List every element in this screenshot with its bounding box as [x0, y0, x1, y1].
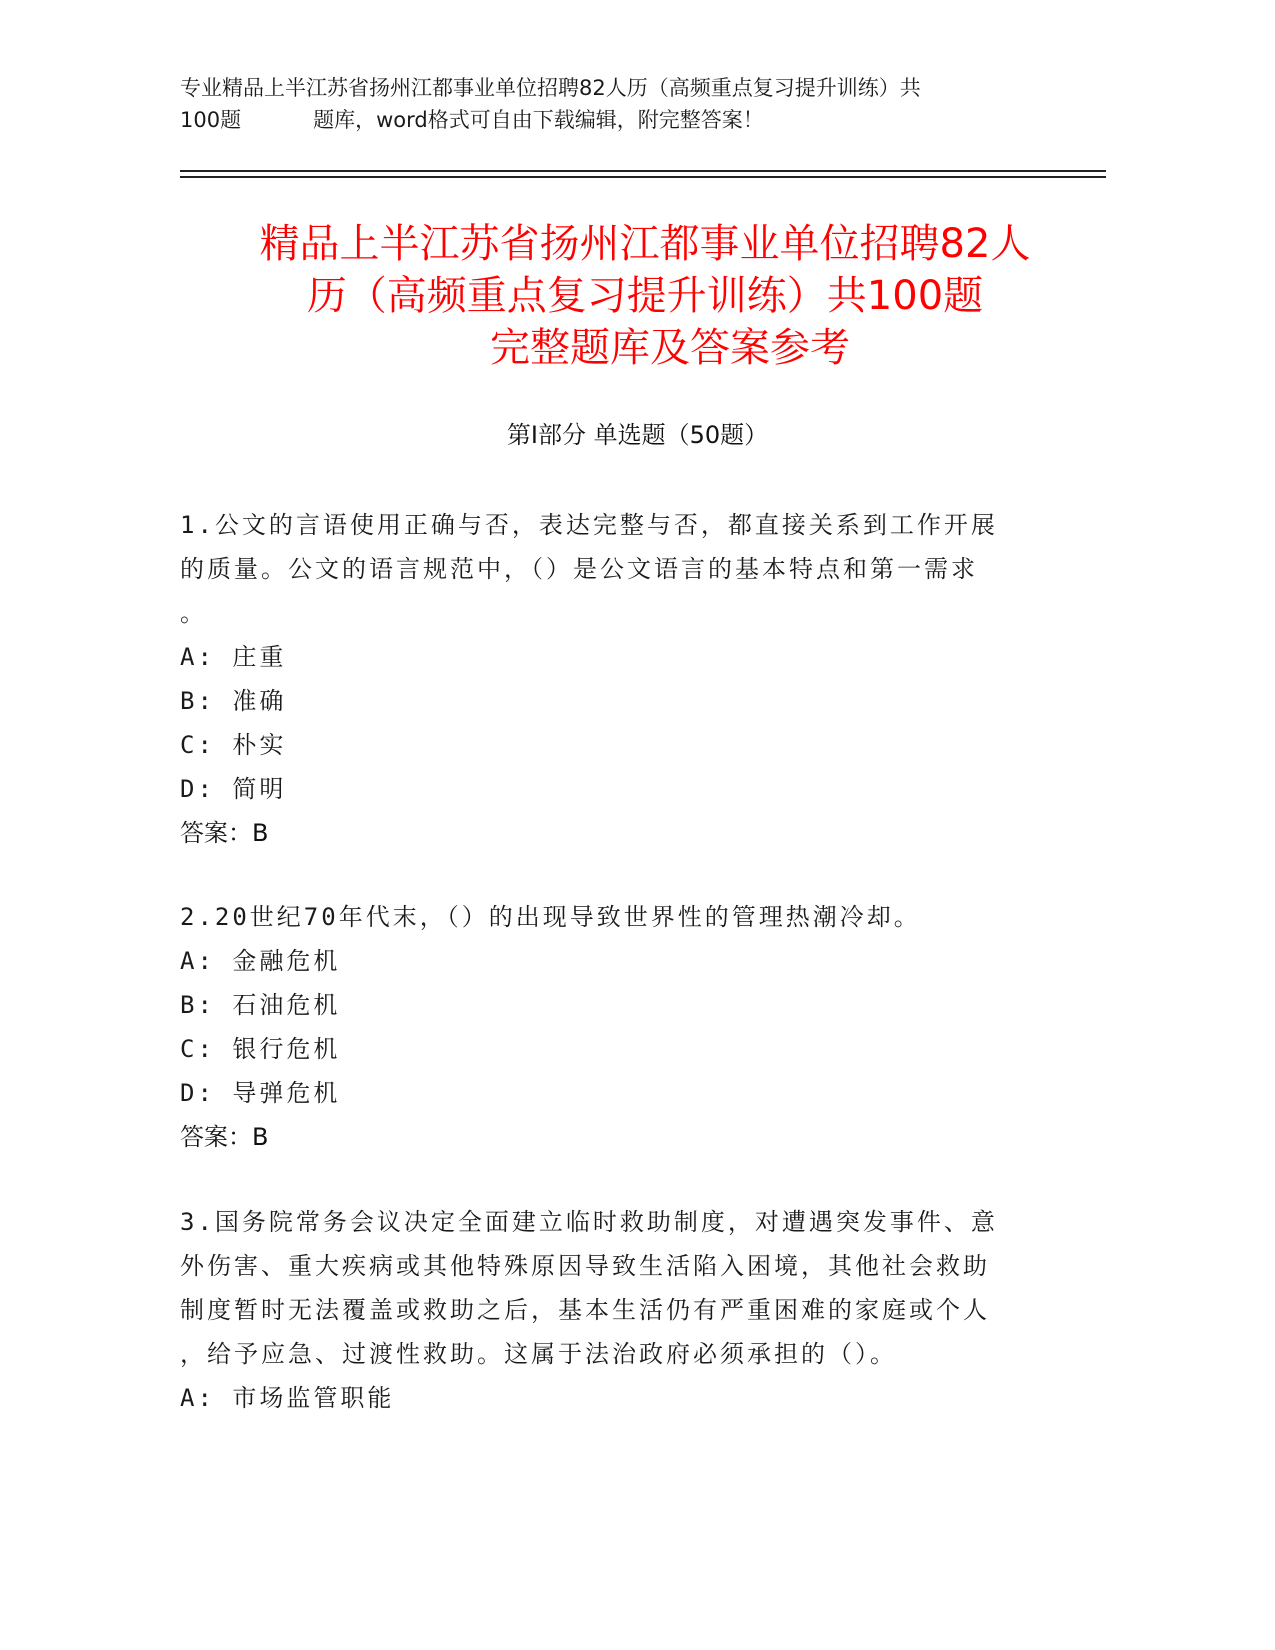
header-line-2-right: 题库，word格式可自由下载编辑，附完整答案！: [313, 108, 764, 132]
question-stem-line: 的质量。公文的语言规范中，（）是公文语言的基本特点和第一需求: [180, 555, 978, 583]
header-divider-top: [180, 170, 1106, 172]
question-stem-line: ，给予应急、过渡性救助。这属于法治政府必须承担的（）。: [180, 1340, 897, 1368]
question-1: [180, 503, 1040, 855]
section-heading: 第Ⅰ部分 单选题（50题）: [506, 421, 769, 449]
option-d: D: 简明: [180, 775, 287, 803]
question-3: [180, 1200, 1040, 1420]
option-b: B: 准确: [180, 687, 287, 715]
option-a: A: 市场监管职能: [180, 1384, 395, 1412]
header-line-2: [180, 104, 1110, 136]
question-stem-line: 外伤害、重大疾病或其他特殊原因导致生活陷入困境，其他社会救助: [180, 1252, 990, 1280]
header-divider-bottom: [180, 176, 1106, 178]
option-c: C: 朴实: [180, 731, 287, 759]
question-2: [180, 895, 1040, 1159]
option-a: A: 金融危机: [180, 947, 341, 975]
option-b: B: 石油危机: [180, 991, 341, 1019]
answer: 答案：B: [180, 1123, 269, 1151]
question-stem-line: 2.20世纪70年代末，（）的出现导致世界性的管理热潮冷却。: [180, 903, 921, 931]
page-header: [180, 72, 1110, 136]
header-line-1: 专业精品上半江苏省扬州江都事业单位招聘82人历（高频重点复习提升训练）共: [180, 76, 921, 100]
title-line-2: 历（高频重点复习提升训练）共100题: [306, 273, 984, 319]
option-d: D: 导弹危机: [180, 1079, 341, 1107]
option-a: A: 庄重: [180, 643, 287, 671]
question-stem-line: 3.国务院常务会议决定全面建立临时救助制度，对遭遇突发事件、意: [180, 1208, 998, 1236]
question-stem-line: 1.公文的言语使用正确与否，表达完整与否，都直接关系到工作开展: [180, 511, 998, 539]
question-stem-line: 制度暂时无法覆盖或救助之后，基本生活仍有严重困难的家庭或个人: [180, 1296, 990, 1324]
header-line-2-left: 100题: [180, 108, 242, 132]
answer: 答案：B: [180, 819, 269, 847]
question-stem-line: 。: [180, 599, 207, 627]
title-line-3: 完整题库及答案参考: [490, 325, 850, 371]
document-title: [150, 218, 1140, 374]
option-c: C: 银行危机: [180, 1035, 341, 1063]
title-line-1: 精品上半江苏省扬州江都事业单位招聘82人: [259, 221, 1031, 267]
header-spacer: [241, 104, 313, 136]
